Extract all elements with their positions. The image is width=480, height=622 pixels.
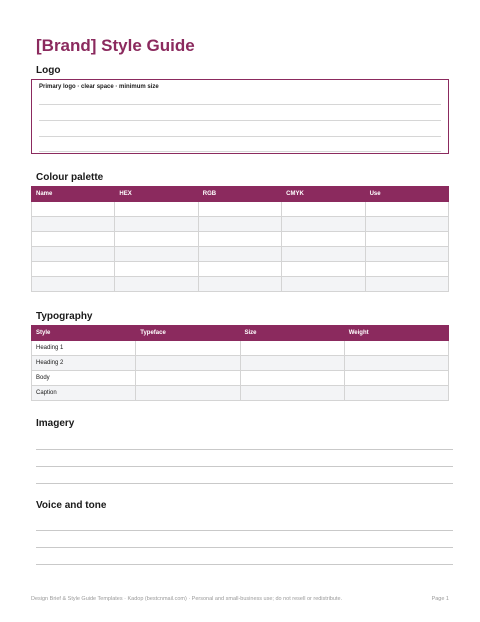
table-cell[interactable] [32, 277, 115, 292]
voice-heading: Voice and tone [36, 500, 107, 511]
table-cell[interactable] [115, 277, 198, 292]
colour-palette-table [31, 186, 449, 292]
column-header: Weight [344, 326, 448, 341]
column-header: HEX [115, 187, 198, 202]
table-cell[interactable] [282, 247, 365, 262]
table-row [32, 356, 449, 371]
table-cell[interactable] [240, 371, 344, 386]
table-cell[interactable] [344, 371, 448, 386]
table-cell[interactable] [32, 262, 115, 277]
table-cell[interactable] [115, 232, 198, 247]
table-cell[interactable] [115, 202, 198, 217]
style-cell: Heading 1 [32, 341, 136, 356]
table-cell[interactable] [136, 386, 240, 401]
column-header: RGB [198, 187, 281, 202]
writing-line [36, 449, 453, 450]
table-cell[interactable] [365, 202, 448, 217]
table-cell[interactable] [198, 247, 281, 262]
logo-line [39, 151, 441, 152]
writing-line [36, 530, 453, 531]
table-cell[interactable] [282, 262, 365, 277]
column-header: Use [365, 187, 448, 202]
table-cell[interactable] [198, 217, 281, 232]
logo-line [39, 136, 441, 137]
table-cell[interactable] [240, 386, 344, 401]
page-title: [Brand] Style Guide [36, 36, 195, 55]
table-cell[interactable] [115, 217, 198, 232]
writing-line [36, 564, 453, 565]
imagery-heading: Imagery [36, 418, 75, 429]
table-cell[interactable] [198, 277, 281, 292]
table-cell[interactable] [365, 217, 448, 232]
table-cell[interactable] [240, 341, 344, 356]
footer-credit: Design Brief & Style Guide Templates · Kadop (bestcnmail.com) · Personal and small-business use; do not resell or redistribute. [31, 596, 343, 602]
table-cell[interactable] [198, 202, 281, 217]
table-cell[interactable] [365, 247, 448, 262]
table-cell[interactable] [32, 217, 115, 232]
table-cell[interactable] [365, 277, 448, 292]
table-cell[interactable] [365, 232, 448, 247]
table-row [32, 262, 449, 277]
logo-heading: Logo [36, 65, 61, 76]
table-row [32, 341, 449, 356]
column-header: CMYK [282, 187, 365, 202]
colour-palette-header-row [32, 187, 449, 202]
table-cell[interactable] [115, 247, 198, 262]
typography-header-row [32, 326, 449, 341]
writing-line [36, 547, 453, 548]
table-cell[interactable] [282, 277, 365, 292]
writing-line [36, 466, 453, 467]
logo-box [31, 79, 449, 154]
column-header: Style [32, 326, 136, 341]
table-row [32, 202, 449, 217]
table-row [32, 232, 449, 247]
table-row [32, 217, 449, 232]
page-number: Page 1 [431, 596, 449, 602]
column-header: Size [240, 326, 344, 341]
colour-palette-heading: Colour palette [36, 172, 104, 183]
logo-box-label: Primary logo · clear space · minimum size [39, 84, 159, 90]
table-row [32, 386, 449, 401]
style-cell: Body [32, 371, 136, 386]
table-cell[interactable] [282, 202, 365, 217]
table-cell[interactable] [115, 262, 198, 277]
typography-heading: Typography [36, 311, 93, 322]
table-cell[interactable] [365, 262, 448, 277]
table-cell[interactable] [198, 262, 281, 277]
style-cell: Caption [32, 386, 136, 401]
table-cell[interactable] [32, 232, 115, 247]
table-cell[interactable] [344, 356, 448, 371]
table-cell[interactable] [282, 217, 365, 232]
table-cell[interactable] [32, 202, 115, 217]
style-cell: Heading 2 [32, 356, 136, 371]
table-cell[interactable] [282, 232, 365, 247]
table-cell[interactable] [198, 232, 281, 247]
column-header: Name [32, 187, 115, 202]
table-row [32, 371, 449, 386]
table-row [32, 247, 449, 262]
table-cell[interactable] [32, 247, 115, 262]
table-cell[interactable] [344, 341, 448, 356]
typography-table [31, 325, 449, 401]
table-cell[interactable] [136, 341, 240, 356]
column-header: Typeface [136, 326, 240, 341]
writing-line [36, 483, 453, 484]
table-cell[interactable] [136, 356, 240, 371]
logo-line [39, 104, 441, 105]
table-cell[interactable] [136, 371, 240, 386]
table-row [32, 277, 449, 292]
table-cell[interactable] [344, 386, 448, 401]
table-cell[interactable] [240, 356, 344, 371]
logo-line [39, 120, 441, 121]
